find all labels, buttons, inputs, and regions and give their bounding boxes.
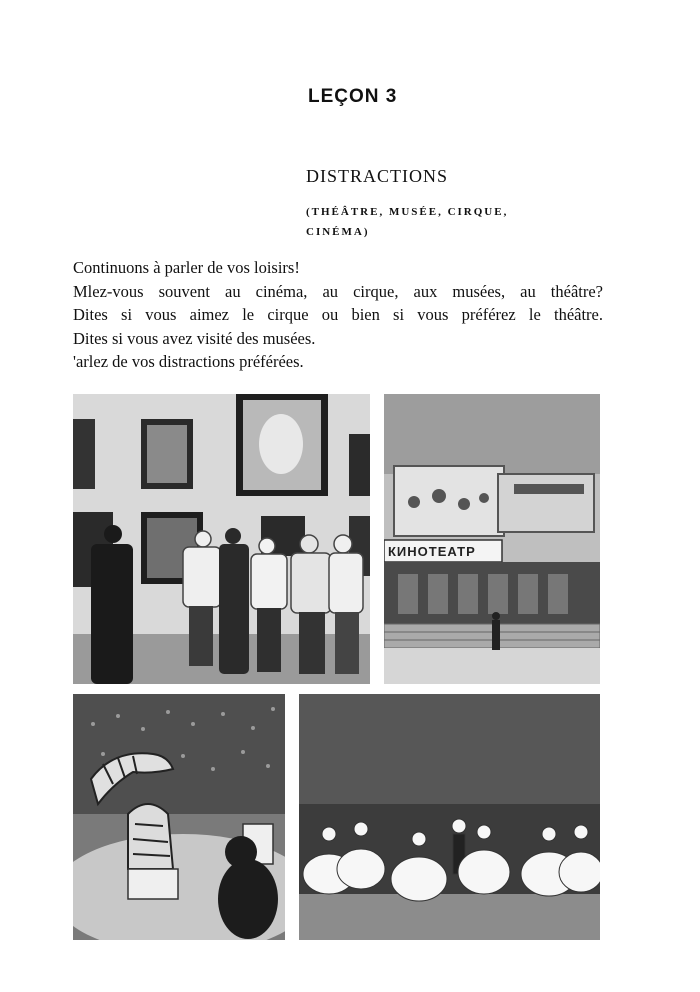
section-subtitle: (THÉÂTRE, MUSÉE, CIRQUE, CINÉMA) bbox=[306, 206, 509, 238]
cinema-sign: КИНОТЕАТР bbox=[388, 544, 476, 559]
museum-visit-photo bbox=[73, 394, 370, 684]
intro-line: Dites si vous avez visité des musées. bbox=[73, 328, 316, 348]
ballet-stage-photo bbox=[299, 694, 600, 940]
circus-tigers-photo bbox=[73, 694, 285, 940]
intro-line: 'arlez de vos distractions préférées. bbox=[73, 352, 304, 371]
intro-line: Continuons à parler de vos loisirs! bbox=[73, 258, 300, 277]
lesson-title: LEÇON 3 bbox=[308, 86, 398, 107]
section-title: DISTRACTIONS bbox=[306, 166, 449, 186]
intro-line: Dites si vous aimez le cirque ou bien si vous préférez le théâtre. bbox=[73, 305, 603, 324]
intro-line: Mlez-vous souvent au cinéma, au cirque, aux musées, au théâtre? bbox=[73, 281, 603, 301]
intro-paragraph bbox=[73, 256, 603, 374]
cinema-building-photo bbox=[384, 394, 600, 684]
